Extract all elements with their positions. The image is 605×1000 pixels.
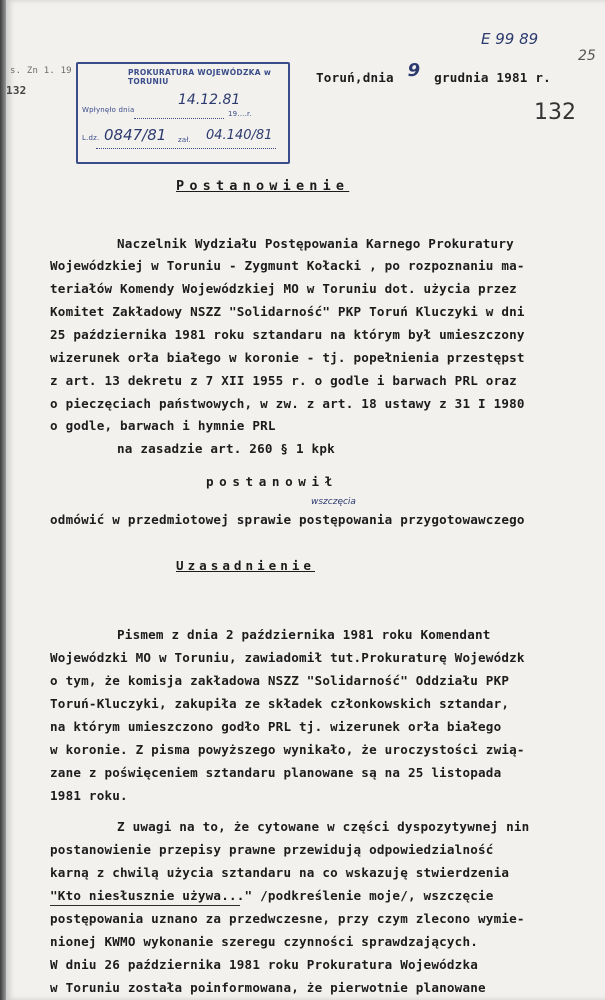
received-stamp [76,62,290,164]
underline-quote [50,905,240,906]
handwritten-day: 9 [407,60,421,81]
intro-line-7: z art. 13 dekretu z 7 XII 1955 r. o godle i barwach PRL oraz [50,373,517,388]
handwritten-insert: wszczęcia [311,497,356,507]
intro-line-4: Komitet Zakładowy NSZZ "Solidarność" PKP Toruń Kluczyki w dni [50,304,525,319]
corner-marks: s. Zn 1. 19 [10,66,72,76]
stamp-office: PROKURATURA WOJEWÓDZKA w TORUNIU [128,68,272,86]
stamp-attachments-value: 04.140/81 [206,128,273,143]
legal-basis: na zasadzie art. 260 § 1 kpk [117,441,335,456]
stamp-received-date: 14.12.81 [178,92,241,108]
justification-line-4: Toruń-Kluczyki, zakupiła ze składek członkowskich sztandar, [50,696,510,711]
intro-line-8: o pieczęciach państwowych, w zw. z art. 18 ustawy z 31 I 1980 [50,396,525,411]
stamp-received-label: Wpłynęło dnia [82,106,135,114]
justification-line-16: w Toruniu została poinformowana, że pierwotnie planowane [50,980,486,995]
justification-line-15: W dniu 26 października 1981 roku Prokuratura Wojewódzka [50,957,479,972]
intro-line-1: Naczelnik Wydziału Postępowania Karnego Prokuratury [117,236,514,251]
stamp-attachments-label: zał. [178,136,191,144]
stamp-dotted-line-2 [96,148,276,149]
stamp-ref-label: L.dz. [82,134,100,142]
justification-line-11: karną z chwilą użycia sztandaru na co wskazuję stwierdzenia [50,865,510,880]
document-page [6,0,605,1000]
page-number: 132 [534,100,576,125]
stamp-ref-number: 0847/81 [104,126,167,144]
justification-line-12: "Kto niesłusznie używa..." /podkreślenie moje/, wszczęcie [50,888,494,903]
justification-line-2: Wojewódzki MO w Toruniu, zawiadomił tut.Prokuraturę Wojewódzk [50,650,525,665]
justification-line-3: o tym, że komisja zakładowa NSZZ "Solidarność" Oddziału PKP [50,673,510,688]
month-year: grudnia 1981 r. [434,70,551,85]
place-date-prefix: Toruń,dnia [316,70,394,85]
justification-line-9: Z uwagi na to, że cytowane w części dyspozytywnej nin [117,819,530,834]
justification-line-10: postanowienie przepisy prawne przewidują odpowiedzialność [50,842,494,857]
justification-line-5: na którym umieszczono godło PRL tj. wizerunek orła białego [50,719,502,734]
stamp-dotted-line [134,118,224,119]
intro-line-6: wizerunek orła białego w koronie - tj. popełnienia przestępst [50,350,525,365]
justification-line-14: nionej KWMO wykonanie szeregu czynności sprawdzających. [50,934,479,949]
place-date [316,60,551,87]
document-title: Postanowienie [176,178,350,194]
intro-line-3: teriałów Komendy Wojewódzkiej MO w Toruniu dot. użycia przez [50,281,517,296]
decided-heading: postanowił [206,474,338,489]
justification-heading: Uzasadnienie [176,558,315,573]
intro-line-5: 25 października 1981 roku sztandaru na którym był umieszczony [50,327,525,342]
decision-text: odmówić w przedmiotowej sprawie postępowania przygotowawczego [50,512,525,527]
archive-marks: E 99 89 [481,30,539,48]
intro-line-2: Wojewódzkiej w Toruniu - Zygmunt Kołacki , po rozpoznaniu ma- [50,258,525,273]
justification-line-6: w koronie. Z pisma powyższego wynikało, że uroczystości zwią- [50,742,525,757]
intro-line-9: o godle, barwach i hymnie PRL [50,418,276,433]
corner-number: 132 [6,84,27,97]
justification-line-13: postępowania uznano za przedwczesne, przy czym zlecono wymie- [50,911,525,926]
justification-line-7: zane z poświęceniem sztandaru planowane są na 25 listopada [50,765,502,780]
justification-line-1: Pismem z dnia 2 października 1981 roku Komendant [117,627,491,642]
justification-line-8: 1981 roku. [50,788,128,803]
stamp-received-suffix: 19....r. [228,110,252,118]
archive-corner-number: 25 [578,48,596,64]
